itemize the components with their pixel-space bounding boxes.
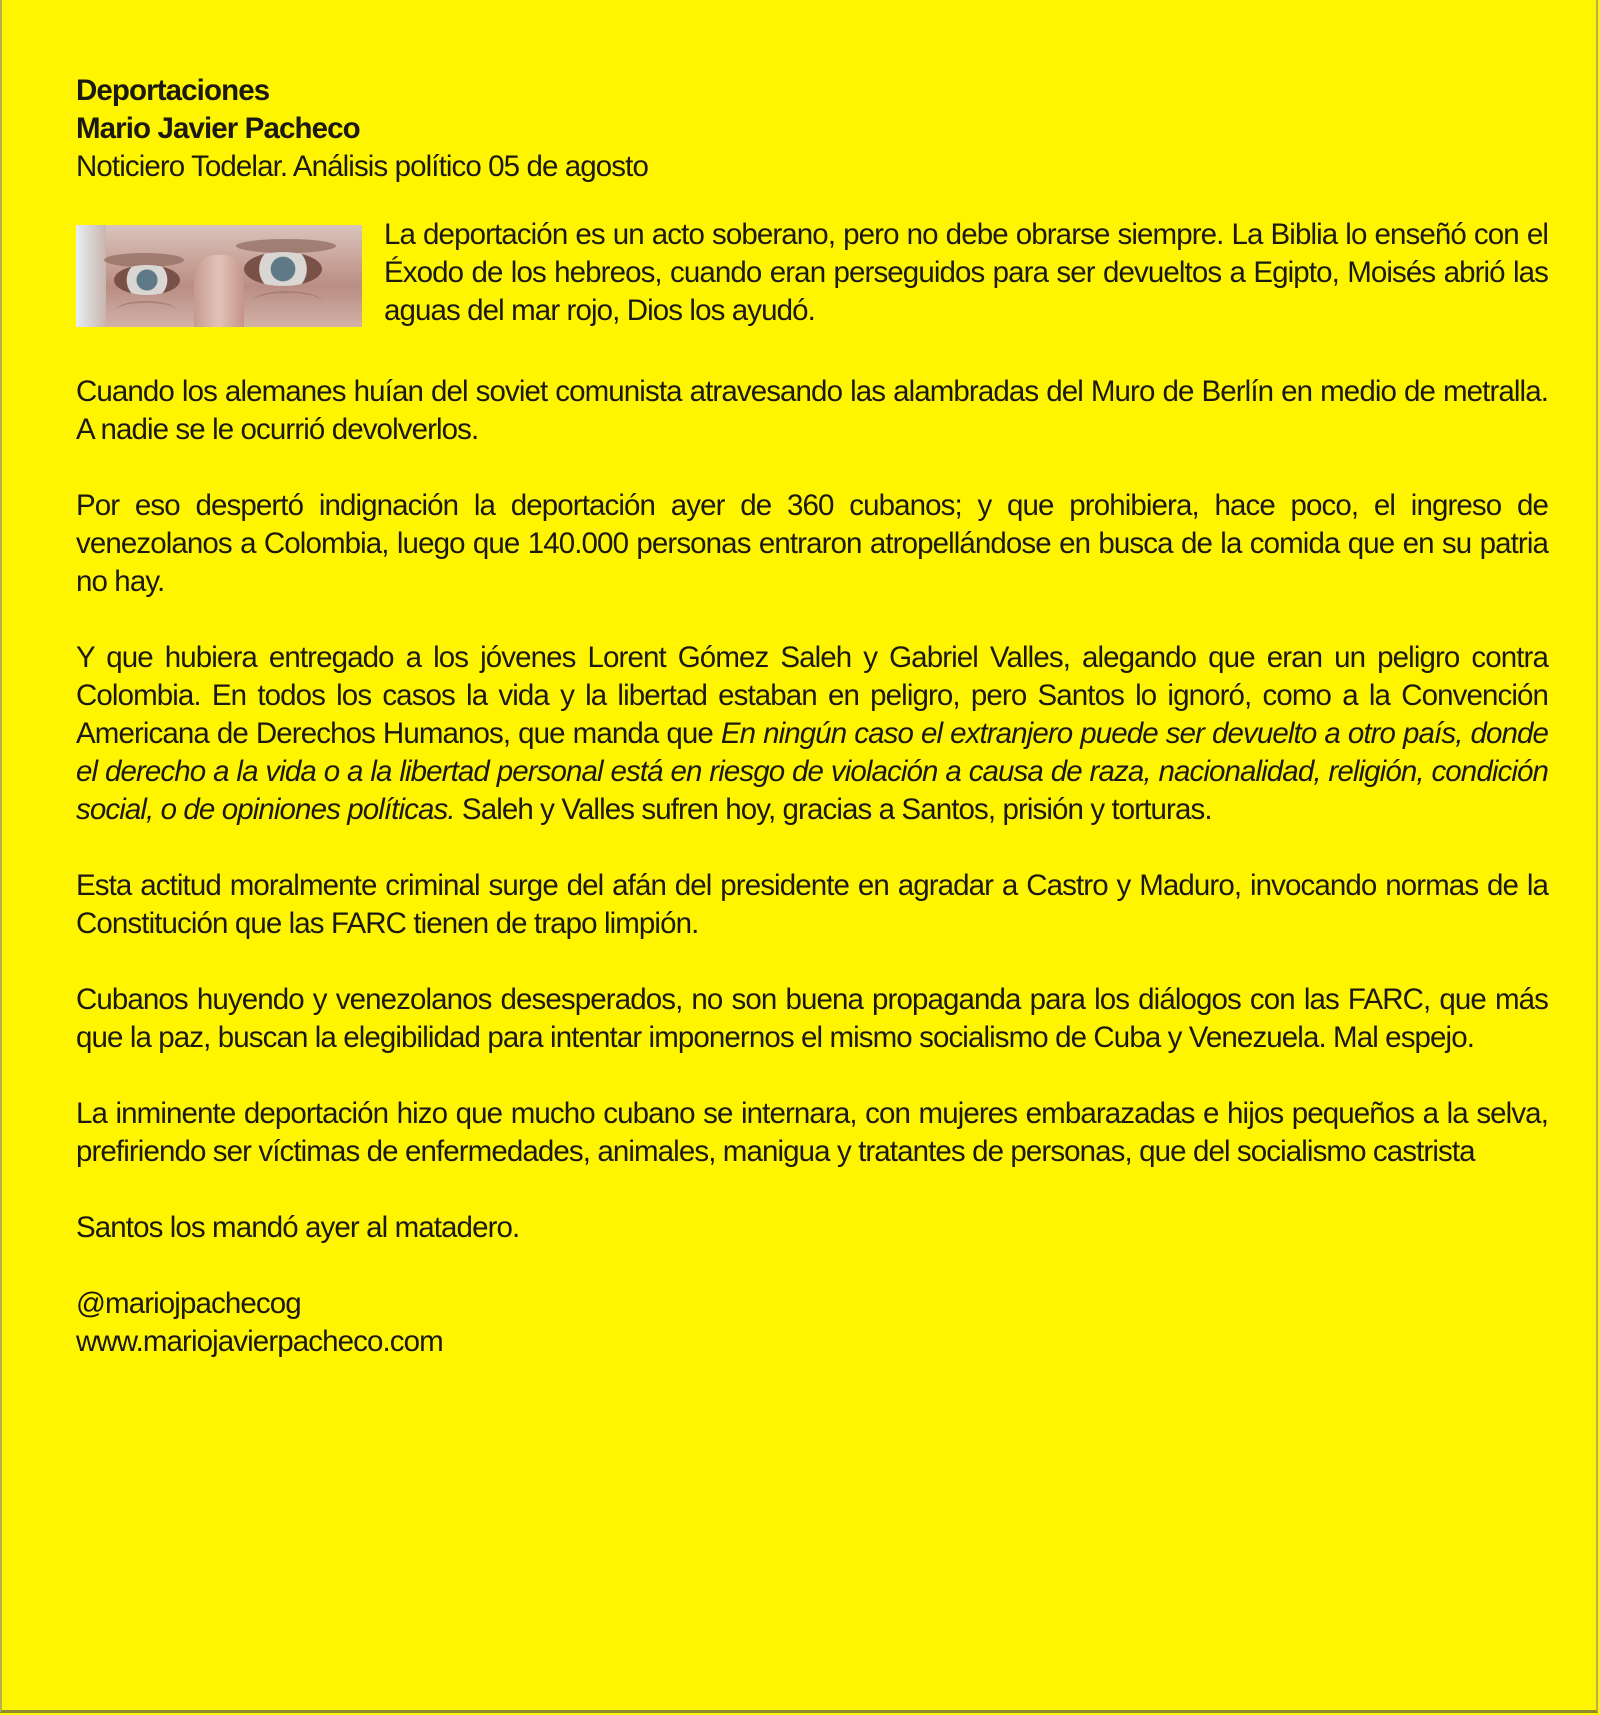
- convention-quote: En ningún caso el extranjero puede ser devuelto a otro país, donde el derecho a la vida o a la libertad personal está en riesgo de violación a causa de raza, nacionalidad, religión, condición social, o de opiniones políticas.: [76, 717, 1549, 826]
- paragraph-2: Cuando los alemanes huían del soviet comunista atravesando las alambradas del Muro de Berlín en medio de metralla. A nadie se le ocurrió devolverlos.: [76, 375, 1548, 446]
- paragraph-4-start: Y que hubiera entregado a los jóvenes Lorent Gómez Saleh y Gabriel Valles, alegando que eran un peligro contra Colombia. En todos los casos la vida y la libertad estaban en peligro, pero Santos lo ignoró, como a la Convención Americana de Derechos Humanos, que manda que: [76, 641, 1548, 750]
- paragraph-6: Cubanos huyendo y venezolanos desesperados, no son buena propaganda para los diálogos con las FARC, que más que la paz, buscan la elegibilidad para intentar imponernos el mismo socialismo de Cuba y Venezuela. Mal espejo.: [76, 983, 1548, 1054]
- paragraph-3: Por eso despertó indignación la deportación ayer de 360 cubanos; y que prohibiera, hace poco, el ingreso de venezolanos a Colombia, luego que 140.000 personas entraron atropellándose en busca de la comida que en su patria no hay.: [76, 489, 1548, 598]
- author-photo: [76, 225, 362, 327]
- paragraph-7: La inminente deportación hizo que mucho cubano se internara, con mujeres embarazadas e hijos pequeños a la selva, prefiriendo ser víctimas de enfermedades, animales, manigua y tratantes de personas, que del socialismo castrista: [76, 1097, 1548, 1168]
- article-title: Deportaciones: [76, 74, 270, 107]
- paragraph-5: Esta actitud moralmente criminal surge del afán del presidente en agradar a Castro y Maduro, invocando normas de la Constitución que las FARC tienen de trapo limpión.: [76, 869, 1548, 940]
- paragraph-1: La deportación es un acto soberano, pero no debe obrarse siempre. La Biblia lo enseñó con el Éxodo de los hebreos, cuando eran perseguidos para ser devueltos a Egipto, Moisés abrió las aguas del mar rojo, Dios los ayudó.: [384, 218, 1548, 327]
- paragraph-4-end: Saleh y Valles sufren hoy, gracias a Santos, prisión y torturas.: [454, 793, 1212, 826]
- paragraph-4: [76, 639, 1548, 829]
- website-link[interactable]: www.mariojavierpacheco.com: [76, 1325, 443, 1358]
- intro-section: [76, 186, 1548, 335]
- paragraph-8: Santos los mandó ayer al matadero.: [76, 1211, 520, 1244]
- article-source: Noticiero Todelar. Análisis político 05 de agosto: [76, 150, 648, 183]
- author-name: Mario Javier Pacheco: [76, 112, 360, 145]
- twitter-handle[interactable]: @mariojpachecog: [76, 1287, 301, 1320]
- article-content: [76, 72, 1548, 1361]
